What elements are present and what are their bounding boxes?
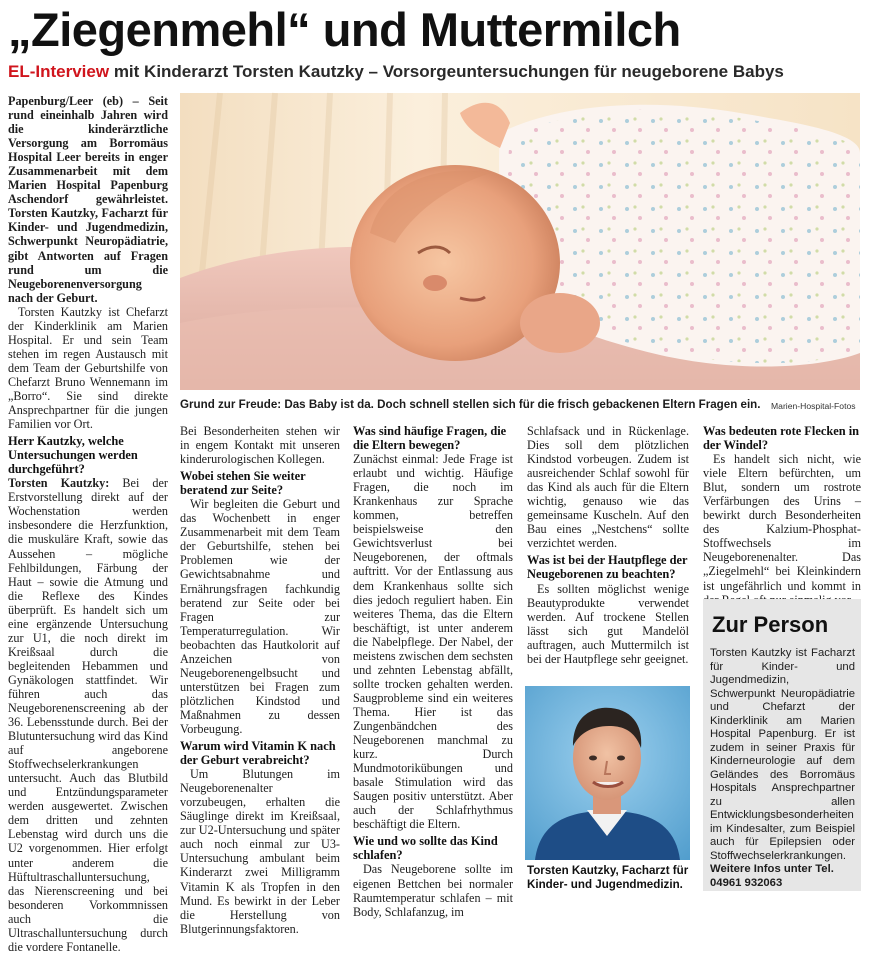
subline-prefix: EL-Interview bbox=[8, 62, 110, 81]
paragraph: Torsten Kautzky ist Chefarzt der Kinderklinik am Marien Hospital. Er und sein Team stehen im regen Austausch mit dem Team der Geburtshilfe von Chefarzt Bruno Wennemann im „Borro“. Sie sind direkte Ansprechpartner für die jungen Familien vor Ort. bbox=[8, 304, 168, 432]
column-2 bbox=[180, 424, 340, 936]
question-heading: Herr Kautzky, welche Untersuchungen werden durchgeführt? bbox=[8, 434, 138, 477]
photo-credit: Marien-Hospital-Fotos bbox=[771, 401, 856, 411]
paragraph bbox=[8, 476, 168, 954]
question-heading: Was bedeuten rote Flecken in der Windel? bbox=[703, 424, 860, 453]
column-1 bbox=[8, 94, 168, 954]
paragraph: Um Blutungen im Neugeborenenalter vorzubeugen, erhalten die Säuglinge direkt im Kreißsaal, zur U2-Untersuchung und später auch noch einmal zur U3-Untersuchung ambulant beim Kinderarzt zwei Milligramm Vitamin K als Tropfen in den Mund. Es bewirkt in der Leber die Herstellung von Blutgerinnungsfaktoren. bbox=[180, 767, 340, 936]
headline: „Ziegenmehl“ und Muttermilch bbox=[8, 3, 681, 56]
question-heading: Was ist bei der Hautpflege der Neugeborenen zu beachten? bbox=[527, 553, 688, 582]
question-heading: Wie und wo sollte das Kind schlafen? bbox=[353, 834, 498, 863]
portrait-photo bbox=[525, 686, 690, 860]
paragraph: Schlafsack und in Rückenlage. Dies soll dem plötzlichen Kindstod vorbeugen. Zudem ist ausreichender Schlaf sowohl für das Kind als auch für die Eltern wichtig, genauso wie das gemeinsame Kuscheln. Auf den Bau eines „Nestchens“ sollte verzichtet werden. bbox=[527, 424, 689, 551]
paragraph: Es sollten möglichst wenige Beautyprodukte verwendet werden. Auf trockene Stellen lässt sich gut Mandelöl auftragen, auch Muttermilch ist bei der Hautpflege sehr geeignet. bbox=[527, 581, 689, 666]
paragraph: Das Neugeborene sollte im eigenen Bettchen bei normaler Raumtemperatur schlafen – mit Body, Schlafanzug, im bbox=[353, 862, 513, 919]
portrait-caption: Torsten Kautzky, Facharzt für Kinder- und Jugendmedizin. bbox=[527, 864, 689, 891]
paragraph: Es handelt sich nicht, wie viele Eltern befürchten, um Blut, sondern um rostrote Verfärbungen des Urins – bewirkt durch Besonderheiten des Kalzium-Phosphat-Stoffwechsels im Neugeborenenalter. Das „Ziegelmehl“ bei Kleinkindern ist ungefährlich und kommt in bbox=[703, 452, 861, 593]
paragraph: Bei Besonderheiten stehen wir in engem Kontakt mit unseren kinderurologischen Kollegen. bbox=[180, 424, 340, 467]
paragraph: Zunächst einmal: Jede Frage ist erlaubt und wichtig. Häufige Fragen, die noch im Krankenhaus zur Sprache kommen, betreffen beispielsweise den Gewichtsverlust bei Neugeborenen, der oftmals auftritt. Vor der Entlassung aus dem Krankenhaus sollte sich dies jedoch reguliert haben. Ein weiteres Thema, das die Eltern beschäftigt, ist unter anderem die Nabelpflege. Der Nabel, der meistens zwischen dem sechsten und zehnten Lebenstag abfällt, sollte trocken gehalten werden. Saugprobleme sind ein weiteres Thema. Hier ist das Zungenbändchen des Neugeborenen manchmal zu kurz. Durch Mundmotorikübungen und basale Stimulation wird das Saugen positiv unterstützt. Aber auch der Schlafrhythmus beschäftigt die Eltern. bbox=[353, 452, 513, 832]
subline-rest: mit Kinderarzt Torsten Kautzky – Vorsorgeuntersuchungen für neugeborene Babys bbox=[109, 62, 784, 81]
contact-info: Weitere Infos unter Tel. 04961 932063 bbox=[710, 863, 834, 889]
subline bbox=[8, 61, 784, 83]
person-box-title: Zur Person bbox=[712, 612, 829, 637]
answer-text: Bei der Erstvorstellung direkt auf der Wochenstation werden insbesondere die Herzfunktion, die muskuläre Kraft, sowie das Aussehen – mögliche Fehlbildungen, Färbung der Haut – sowie die Atmung und die Reflexe des Kindes überprüft. Es handelt sich um eine ergänzende Untersuchung zur U1, die noch direkt im Kreißsaal durch die begleitenden Hebammen und Gynäkologen stattfindet. Wir führen auch das Neugeborenenscreening ab der 36. Lebensstunde durch. Bei der Blutuntersuchung wird das Kind auf angeborene Stoffwechselerkrankungen untersucht. Auch das Blutbild und Entzündungsparameter werden ausgewertet. Zwischen dem dritten und zehnten Lebenstag wird durch uns die U2 vorgenommen. Hier erfolgt unter anderem die Hüftultraschalluntersuchung, das Nierenscreening und bei besonderen Vorkommnissen auch die Ultraschalluntersuchung durch die vordere Fontanelle. bbox=[8, 476, 168, 954]
photo-caption: Grund zur Freude: Das Baby ist da. Doch schnell stellen sich für die frisch gebackenen Eltern Fragen ein. bbox=[180, 398, 761, 411]
question-heading: Was sind häufige Fragen, die die Eltern bewegen? bbox=[353, 424, 507, 453]
question-heading: Wobei stehen Sie weiter beratend zur Seite? bbox=[180, 469, 306, 498]
column-3 bbox=[353, 424, 513, 919]
person-box-text bbox=[710, 647, 855, 890]
newborn-photo bbox=[180, 93, 860, 390]
paragraph: Wir begleiten die Geburt und das Wochenbett in enger Zusammenarbeit mit dem Team der Geburtshilfe, stehen bei Problemen wie der Gewichtsabnahme und Ernährungsfragen fachkundig beratend zur Seite oder bei Fragen zur Temperaturregulation. Wir beobachten das Hautkolorit auf Anzeichen von Neugeborenengelbsucht und unterstützen bei Fragen zum plötzlichen Kindstod und Maßnahmen zu dessen Vorbeugung. bbox=[180, 497, 340, 736]
lead-paragraph: Papenburg/Leer (eb) – Seit rund eineinhalb Jahren wird die kinderärztliche Versorgung am Borromäus Hospital Leer bereits in enger Zusammenarbeit mit dem Marien Hospital Papenburg Aschendorf gewährleistet. Torsten Kautzky, Facharzt für Kinder- und Jugendmedizin, Schwerpunkt Neuropädiatrie, gibt Antworten auf Fragen rund um die Neugeborenenversorgung nach der Geburt. bbox=[8, 94, 168, 305]
column-5 bbox=[703, 424, 861, 596]
speaker-label: Torsten Kautzky: bbox=[8, 476, 110, 491]
column-4 bbox=[527, 424, 689, 679]
question-heading: Warum wird Vitamin K nach der Geburt verabreicht? bbox=[180, 739, 336, 768]
person-bio: Torsten Kautzky ist Facharzt für Kinder- und Jugendmedizin, Schwerpunkt Neuropädiatrie und Chefarzt der Kinderklinik am Marien Hospital Papenburg. Er ist zudem in seiner Praxis für Kinderneurologie auf dem Geländes des Borromäus Hospitals Ansprechpartner zu allen Entwicklungsbesonderheiten im Kindesalter, zum Beispiel auch für Epilepsien oder Stoffwechselerkrankungen. bbox=[710, 647, 855, 862]
